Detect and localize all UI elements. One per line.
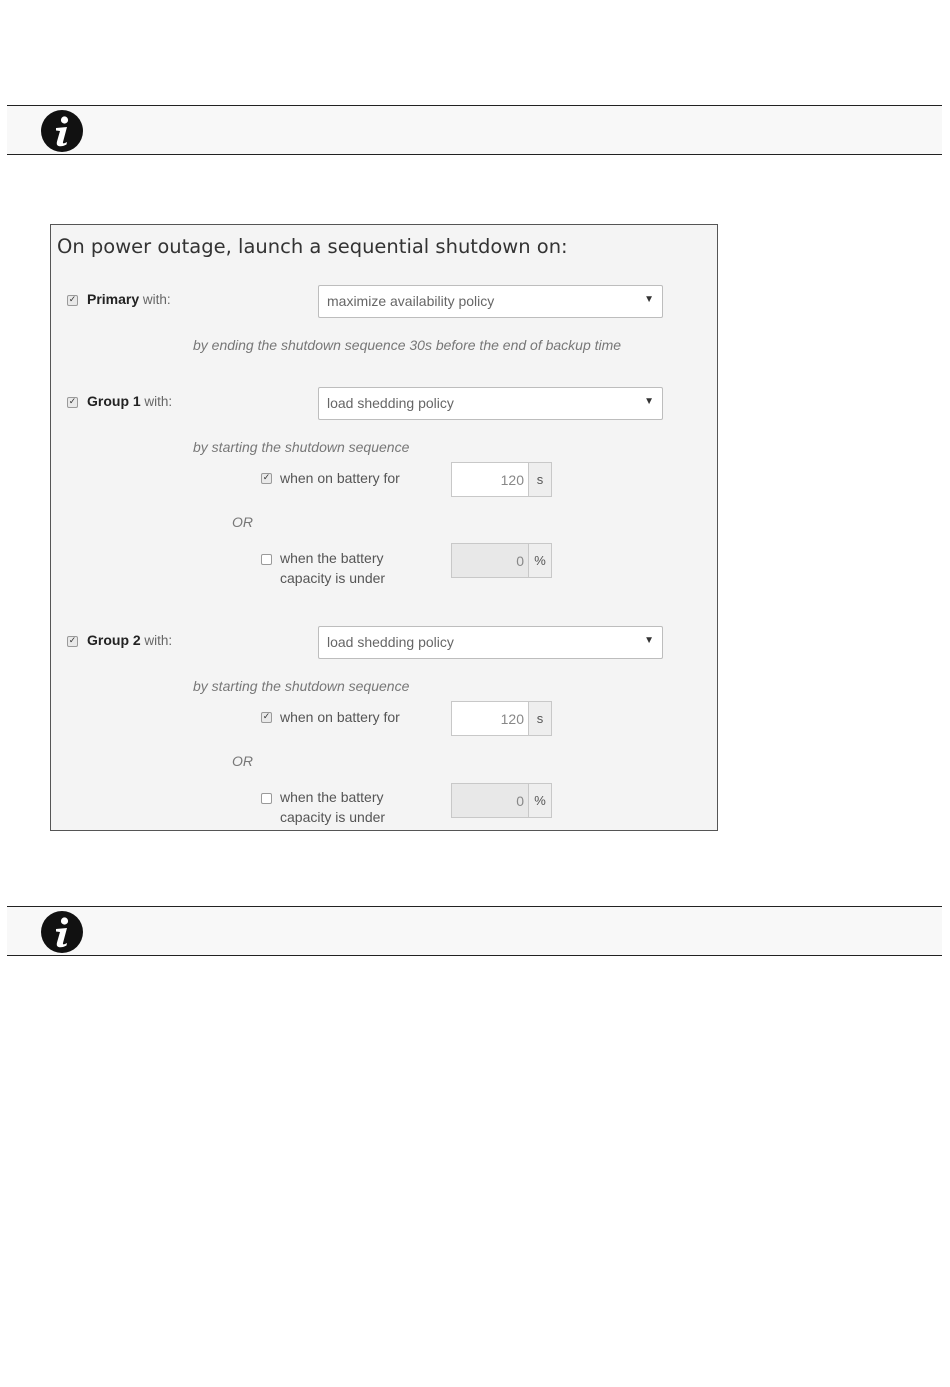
sequential-shutdown-panel	[50, 224, 718, 831]
group2-checkbox[interactable]: ✓	[68, 636, 77, 646]
group2-capacity-checkbox[interactable]	[261, 793, 272, 804]
group1-checkbox[interactable]: ✓	[68, 397, 77, 407]
group2-capacity-label-line2: capacity is under	[280, 809, 386, 825]
group1-battery-seconds-input[interactable]: 120	[451, 462, 529, 497]
group1-policy-value: load shedding policy	[327, 395, 454, 411]
group2-capacity-percent-input[interactable]: 0	[451, 783, 529, 818]
info-icon	[40, 109, 84, 153]
group2-policy-value: load shedding policy	[327, 634, 454, 650]
primary-policy-value: maximize availability policy	[327, 293, 495, 309]
group1-capacity-label-line2: capacity is under	[280, 570, 386, 586]
group1-capacity-unit: %	[528, 543, 552, 578]
group2-capacity-unit: %	[528, 783, 552, 818]
group2-label	[87, 632, 172, 648]
group2-battery-checkbox[interactable]: ✓	[262, 712, 271, 722]
group1-or-label: OR	[232, 514, 253, 530]
group2-battery-unit: s	[528, 701, 552, 736]
group2-capacity-label-line1: when the battery	[280, 789, 384, 805]
panel-title: On power outage, launch a sequential shutdown on:	[57, 235, 568, 258]
caret-down-icon: ▼	[644, 396, 654, 407]
group1-battery-label: when on battery for	[280, 470, 400, 486]
caret-down-icon: ▼	[644, 635, 654, 646]
group1-capacity-label	[280, 548, 385, 588]
primary-with: with:	[139, 292, 171, 307]
group1-label	[87, 393, 172, 409]
group1-name: Group 1	[87, 393, 141, 409]
group2-battery-label: when on battery for	[280, 709, 400, 725]
group1-capacity-checkbox[interactable]	[261, 554, 272, 565]
group1-battery-checkbox[interactable]: ✓	[262, 473, 271, 483]
primary-name: Primary	[87, 291, 140, 307]
group1-with: with:	[140, 394, 173, 409]
group2-name: Group 2	[87, 632, 141, 648]
group1-capacity-percent-input[interactable]: 0	[451, 543, 529, 578]
group1-capacity-label-line1: when the battery	[280, 550, 384, 566]
group2-policy-select[interactable]	[318, 626, 663, 659]
primary-policy-select[interactable]	[318, 285, 663, 318]
info-note-bar-top	[7, 105, 942, 155]
group2-capacity-label	[280, 787, 385, 827]
primary-label	[87, 291, 171, 307]
group2-with: with:	[140, 633, 173, 648]
group1-policy-select[interactable]	[318, 387, 663, 420]
caret-down-icon: ▼	[644, 294, 654, 305]
group2-battery-seconds-input[interactable]: 120	[451, 701, 529, 736]
group1-battery-unit: s	[528, 462, 552, 497]
info-icon	[40, 910, 84, 954]
primary-description: by ending the shutdown sequence 30s before the end of backup time	[193, 337, 622, 353]
info-note-bar-bottom	[7, 906, 942, 956]
primary-checkbox[interactable]: ✓	[68, 295, 77, 305]
group2-description: by starting the shutdown sequence	[193, 678, 410, 694]
group2-or-label: OR	[232, 753, 253, 769]
group1-description: by starting the shutdown sequence	[193, 439, 410, 455]
